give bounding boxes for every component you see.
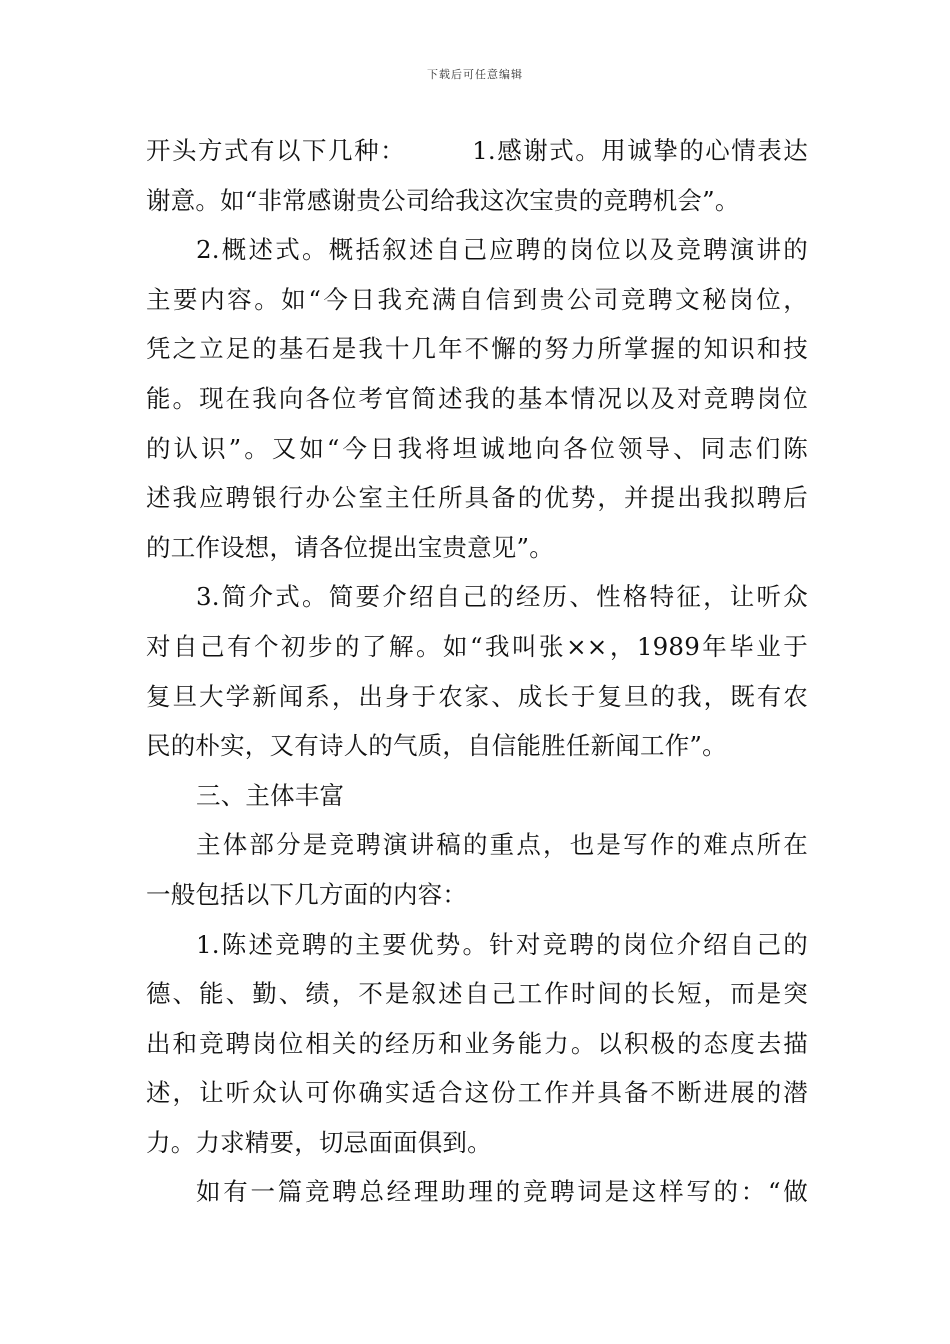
text-line: 谢意。如“非常感谢贵公司给我这次宝贵的竞聘机会”。 — [146, 185, 740, 215]
section-heading: 三、主体丰富 — [196, 780, 345, 810]
text-line: 德、能、勤、绩，不是叙述自己工作时间的长短，而是突 — [146, 979, 808, 1009]
text-line: 复旦大学新闻系，出身于农家、成长于复旦的我，既有农 — [146, 681, 808, 711]
paragraph-start-line: 2.概述式。概括叙述自己应聘的岗位以及竞聘演讲的 — [196, 235, 808, 265]
text-line: 述，让听众认可你确实适合这份工作并具备不断进展的潜 — [146, 1078, 808, 1108]
text-line: 一般包括以下几方面的内容： — [146, 879, 468, 909]
text-line: 对自己有个初步的了解。如“我叫张××，1989年毕业于 — [146, 631, 808, 661]
text-line: 凭之立足的基石是我十几年不懈的努力所掌握的知识和技 — [146, 334, 808, 364]
text-line: 力。力求精要，切忌面面俱到。 — [146, 1127, 492, 1157]
text-line: 民的朴实，又有诗人的气质，自信能胜任新闻工作”。 — [146, 731, 727, 761]
paragraph-start-line: 1.陈述竞聘的主要优势。针对竞聘的岗位介绍自己的 — [196, 929, 808, 959]
text-line: 主要内容。如“今日我充满自信到贵公司竞聘文秘岗位， — [146, 284, 808, 314]
document-body — [146, 126, 808, 1217]
page-header: 下载后可任意编辑 — [427, 68, 523, 81]
text-segment: 1.感谢式。用诚挚的心情表达 — [472, 136, 808, 165]
text-line: 能。现在我向各位考官简述我的基本情况以及对竞聘岗位 — [146, 383, 808, 413]
text-line: 的工作设想，请各位提出宝贵意见”。 — [146, 532, 554, 562]
text-segment: 开头方式有以下几种： — [146, 136, 407, 165]
text-line: 出和竞聘岗位相关的经历和业务能力。以积极的态度去描 — [146, 1028, 808, 1058]
text-line: 的认识”。又如“今日我将坦诚地向各位领导、同志们陈 — [146, 433, 808, 463]
text-line — [146, 126, 808, 176]
text-line: 述我应聘银行办公室主任所具备的优势，并提出我拟聘后 — [146, 483, 808, 513]
paragraph-start-line: 如有一篇竞聘总经理助理的竞聘词是这样写的：“做 — [196, 1177, 808, 1207]
paragraph-start-line: 3.简介式。简要介绍自己的经历、性格特征，让听众 — [196, 582, 808, 612]
paragraph-start-line: 主体部分是竞聘演讲稿的重点，也是写作的难点所在 — [196, 830, 808, 860]
